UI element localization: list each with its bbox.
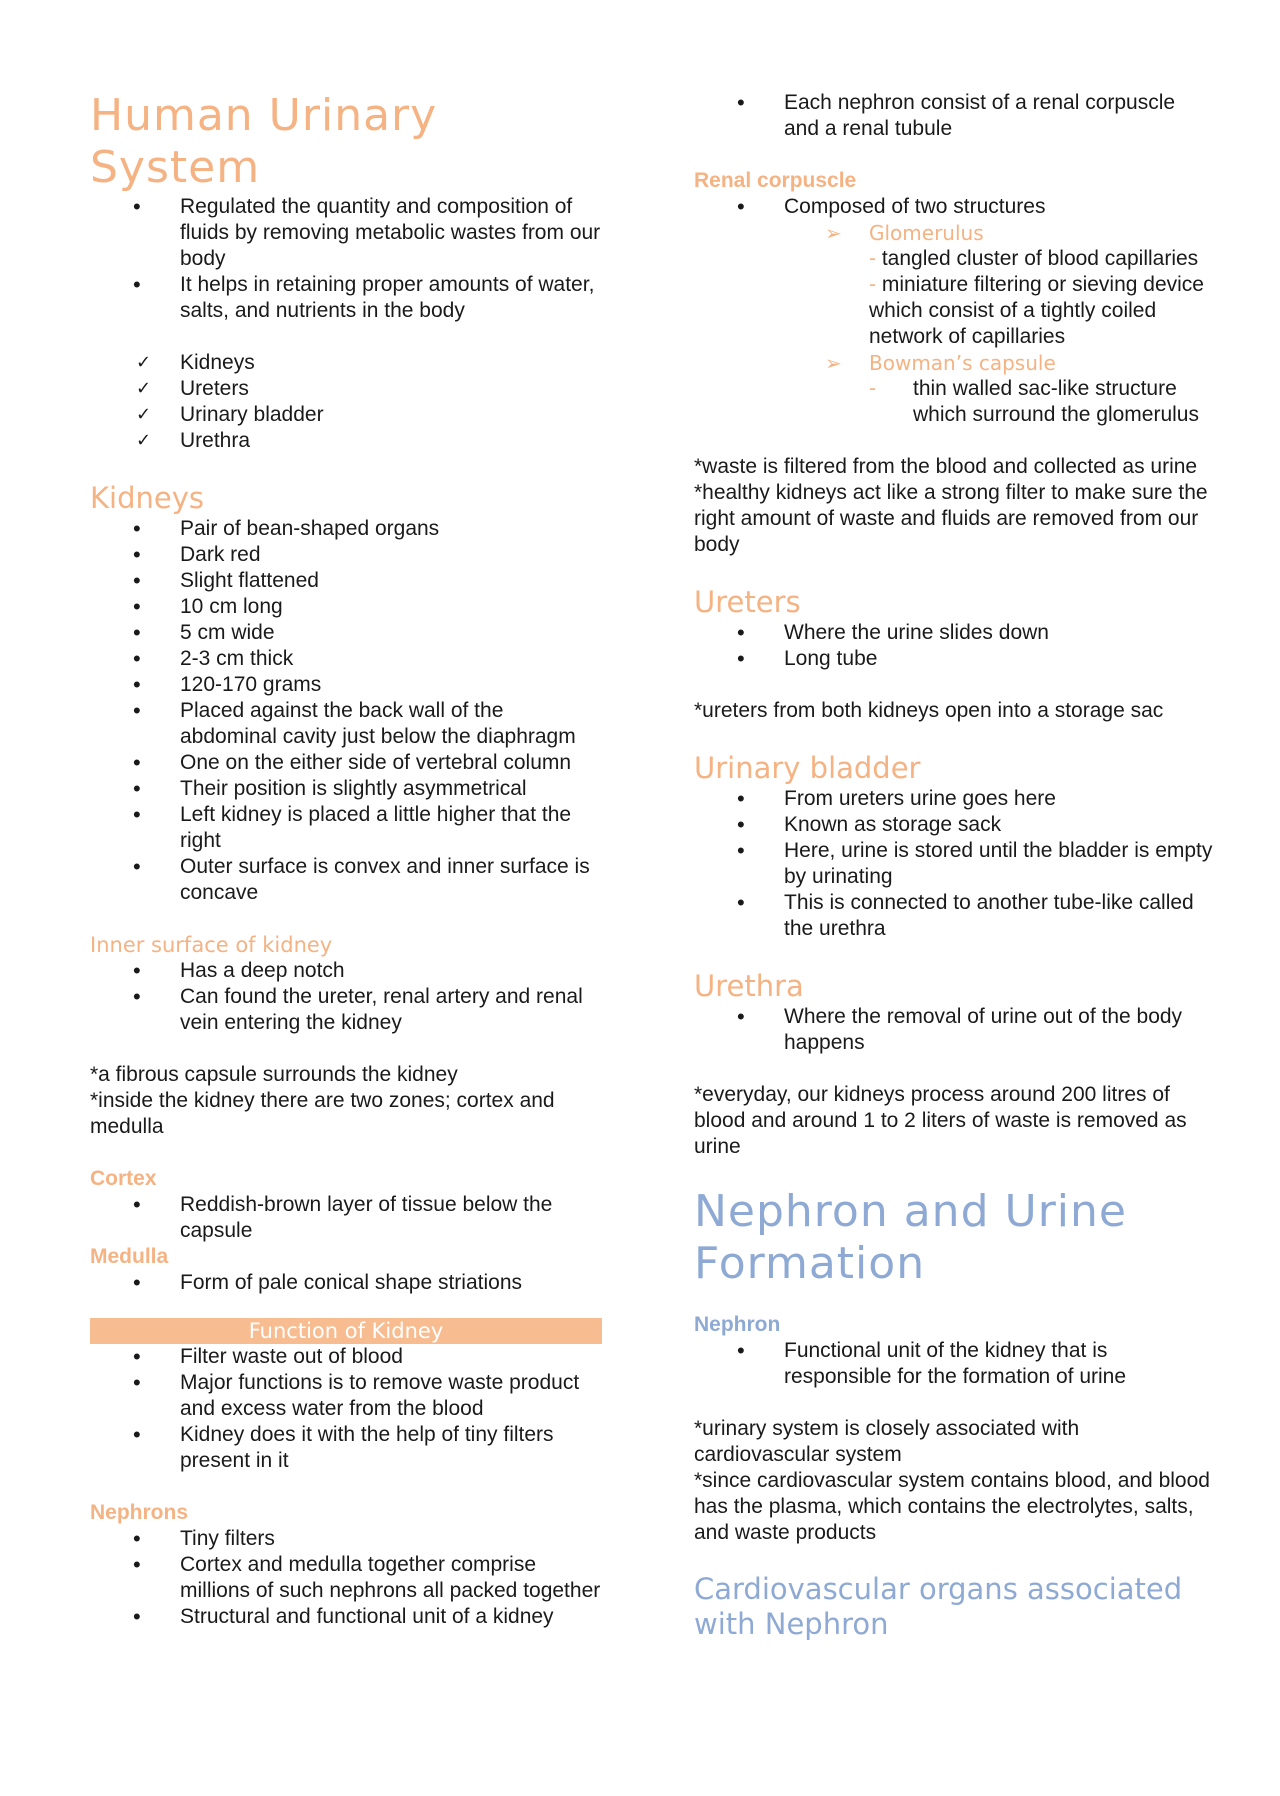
list-item: • 120-170 grams bbox=[90, 672, 602, 698]
urethra-list bbox=[694, 1004, 1214, 1056]
organ-checklist bbox=[90, 350, 602, 454]
list-item: • Composed of two structures bbox=[694, 194, 1214, 220]
nephron-urine-title: Nephron and Urine Formation bbox=[694, 1186, 1127, 1289]
list-item: • Form of pale conical shape striations bbox=[90, 1270, 602, 1296]
list-item: • Left kidney is placed a little higher that the right bbox=[90, 802, 602, 854]
list-item: • 10 cm long bbox=[90, 594, 602, 620]
kidneys-list bbox=[90, 516, 602, 906]
inner-surface-list bbox=[90, 958, 602, 1036]
list-item: • Outer surface is convex and inner surface is concave bbox=[90, 854, 602, 906]
arrow-icon: ➢ bbox=[825, 351, 842, 375]
dash-icon: - bbox=[869, 377, 876, 400]
list-item: • Functional unit of the kidney that is responsible for the formation of urine bbox=[694, 1338, 1214, 1390]
note-text: *ureters from both kidneys open into a storage sac bbox=[694, 699, 1164, 722]
note-text: *healthy kidneys act like a strong filter to make sure the right amount of waste and fluids are removed from our body bbox=[694, 481, 1208, 556]
cortex-list bbox=[90, 1192, 602, 1244]
list-item: • Can found the ureter, renal artery and renal vein entering the kidney bbox=[90, 984, 602, 1036]
urethra-heading: Urethra bbox=[694, 969, 804, 1003]
renal-corpuscle-heading: Renal corpuscle bbox=[694, 169, 857, 192]
list-item: • Each nephron consist of a renal corpuscle and a renal tubule bbox=[694, 90, 1214, 142]
note-text: *since cardiovascular system contains blood, and blood has the plasma, which contains the electrolytes, salts, and waste products bbox=[694, 1469, 1210, 1544]
nephrons-list bbox=[90, 1526, 602, 1630]
nephron-heading: Nephron bbox=[694, 1313, 781, 1336]
checklist-item: ✓ Kidneys bbox=[90, 350, 602, 376]
glomerulus-desc: - tangled cluster of blood capillaries bbox=[869, 247, 1199, 270]
right-column bbox=[694, 0, 1214, 1642]
list-item: • One on the either side of vertebral column bbox=[90, 750, 602, 776]
medulla-list bbox=[90, 1270, 602, 1296]
left-column bbox=[90, 0, 602, 1630]
checklist-item: ✓ Ureters bbox=[90, 376, 602, 402]
function-heading: Function of Kidney bbox=[90, 1318, 602, 1344]
kidneys-heading: Kidneys bbox=[90, 481, 204, 515]
list-item: • Long tube bbox=[694, 646, 1214, 672]
list-item: • This is connected to another tube-like called the urethra bbox=[694, 890, 1214, 942]
list-item: • Filter waste out of blood bbox=[90, 1344, 602, 1370]
glomerulus-item bbox=[825, 220, 1214, 246]
cardio-heading: Cardiovascular organs associated with Nephron bbox=[694, 1572, 1183, 1641]
nephrons-heading: Nephrons bbox=[90, 1501, 189, 1524]
list-item: • Here, urine is stored until the bladder is empty by urinating bbox=[694, 838, 1214, 890]
list-item: • Major functions is to remove waste product and excess water from the blood bbox=[90, 1370, 602, 1422]
renal-corpuscle-structures bbox=[694, 220, 1214, 428]
bowman-item bbox=[825, 350, 1214, 376]
dash-icon: - bbox=[869, 273, 882, 296]
bladder-heading: Urinary bladder bbox=[694, 751, 921, 785]
nephron-intro-list bbox=[694, 90, 1214, 142]
list-item: • Where the urine slides down bbox=[694, 620, 1214, 646]
list-item: • Reddish-brown layer of tissue below the capsule bbox=[90, 1192, 602, 1244]
note-text: *urinary system is closely associated with cardiovascular system bbox=[694, 1417, 1080, 1466]
arrow-icon: ➢ bbox=[825, 221, 842, 245]
list-item: • Placed against the back wall of the abdominal cavity just below the diaphragm bbox=[90, 698, 602, 750]
page-title: Human Urinary System bbox=[90, 90, 438, 193]
ureters-list bbox=[694, 620, 1214, 672]
list-item: • Tiny filters bbox=[90, 1526, 602, 1552]
dash-icon: - bbox=[869, 247, 882, 270]
bowman-label: Bowman’s capsule bbox=[869, 351, 1056, 375]
list-item: • Cortex and medulla together comprise millions of such nephrons all packed together bbox=[90, 1552, 602, 1604]
bladder-list bbox=[694, 786, 1214, 942]
checklist-item: ✓ Urethra bbox=[90, 428, 602, 454]
function-list bbox=[90, 1344, 602, 1474]
cortex-heading: Cortex bbox=[90, 1167, 157, 1190]
medulla-heading: Medulla bbox=[90, 1245, 169, 1268]
nephron-list bbox=[694, 1338, 1214, 1390]
list-item: • Dark red bbox=[90, 542, 602, 568]
list-item: • Regulated the quantity and composition of fluids by removing metabolic wastes from our body bbox=[90, 194, 602, 272]
bowman-desc: - thin walled sac-like structure which surround the glomerulus bbox=[869, 377, 1199, 426]
list-item: • Slight flattened bbox=[90, 568, 602, 594]
list-item: • It helps in retaining proper amounts of water, salts, and nutrients in the body bbox=[90, 272, 602, 324]
note-text: *inside the kidney there are two zones; cortex and medulla bbox=[90, 1089, 555, 1138]
list-item: • Their position is slightly asymmetrical bbox=[90, 776, 602, 802]
ureters-heading: Ureters bbox=[694, 585, 801, 619]
list-item: • Structural and functional unit of a kidney bbox=[90, 1604, 602, 1630]
checklist-item: ✓ Urinary bladder bbox=[90, 402, 602, 428]
note-text: *waste is filtered from the blood and collected as urine bbox=[694, 455, 1198, 478]
note-text: *everyday, our kidneys process around 200 litres of blood and around 1 to 2 liters of waste is removed as urine bbox=[694, 1083, 1187, 1158]
inner-surface-heading: Inner surface of kidney bbox=[90, 933, 333, 957]
list-item: • Pair of bean-shaped organs bbox=[90, 516, 602, 542]
list-item: • Where the removal of urine out of the body happens bbox=[694, 1004, 1214, 1056]
list-item: • Kidney does it with the help of tiny filters present in it bbox=[90, 1422, 602, 1474]
list-item: • Known as storage sack bbox=[694, 812, 1214, 838]
list-item: • 5 cm wide bbox=[90, 620, 602, 646]
list-item: • 2-3 cm thick bbox=[90, 646, 602, 672]
list-item: • Has a deep notch bbox=[90, 958, 602, 984]
glomerulus-desc: - miniature filtering or sieving device which consist of a tightly coiled network of capillaries bbox=[869, 273, 1204, 348]
note-text: *a fibrous capsule surrounds the kidney bbox=[90, 1063, 458, 1086]
renal-corpuscle-list bbox=[694, 194, 1214, 220]
intro-list bbox=[90, 194, 602, 324]
glomerulus-label: Glomerulus bbox=[869, 221, 984, 245]
list-item: • From ureters urine goes here bbox=[694, 786, 1214, 812]
